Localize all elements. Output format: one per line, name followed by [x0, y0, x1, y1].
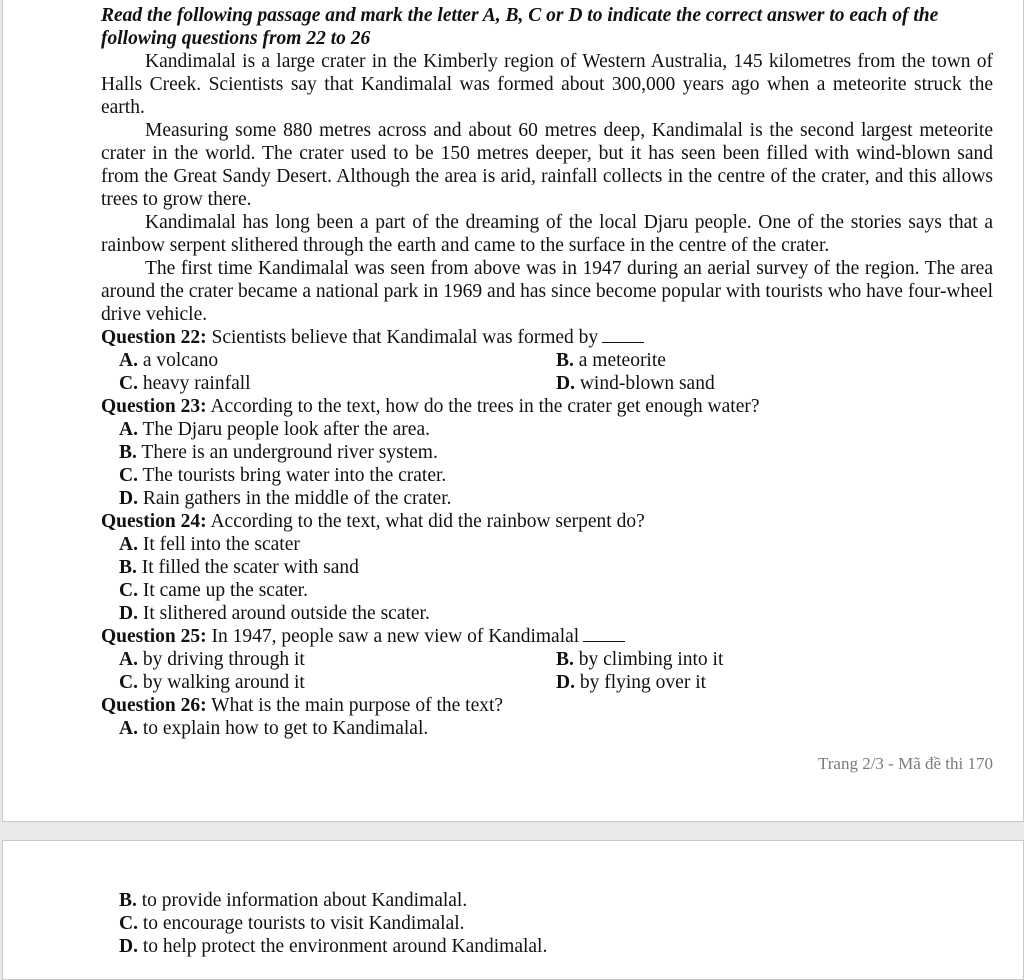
instruction-text: Read the following passage and mark the letter A, B, C or D to indicate the correct answer to each of the following questions from 22 to 26 [101, 5, 939, 49]
question-23-label: Question 23: [101, 396, 207, 417]
option-c[interactable]: C. to encourage tourists to visit Kandimalal. [119, 913, 465, 934]
question-26-option-c-row [101, 912, 993, 935]
answer-blank [583, 627, 625, 642]
option-c[interactable]: C. It came up the scater. [119, 580, 308, 601]
question-23-option-b-row [101, 441, 993, 464]
question-25-stem: In 1947, people saw a new view of Kandimalal [211, 626, 580, 647]
question-23-option-a-row [101, 418, 993, 441]
option-b[interactable]: B. a meteorite [556, 350, 666, 371]
passage-paragraph-3: Kandimalal has long been a part of the dreaming of the local Djaru people. One of the stories says that a rainbow serpent slithered through the earth and came to the surface in the centre of the crater. [101, 212, 993, 256]
question-23-option-c-row [101, 464, 993, 487]
option-d[interactable]: D. Rain gathers in the middle of the crater. [119, 488, 452, 509]
question-24-stem: According to the text, what did the rainbow serpent do? [210, 511, 645, 532]
exam-page-1 [2, 0, 1024, 822]
question-24-stem-line [101, 510, 993, 533]
question-24-label: Question 24: [101, 511, 207, 532]
option-a[interactable]: A. It fell into the scater [119, 534, 300, 555]
question-26-option-d-row [101, 935, 993, 958]
question-25-options-row-1 [101, 648, 993, 671]
question-23-stem: According to the text, how do the trees in the crater get enough water? [210, 396, 760, 417]
question-26-label: Question 26: [101, 695, 207, 716]
option-b[interactable]: B. It filled the scater with sand [119, 557, 359, 578]
question-22-options-row-2 [101, 372, 993, 395]
option-d[interactable]: D. It slithered around outside the scater. [119, 603, 430, 624]
exam-page-2 [2, 840, 1024, 980]
passage-paragraph-4: The first time Kandimalal was seen from above was in 1947 during an aerial survey of the region. The area around the crater became a national park in 1969 and has since become popular with tourists who have four-wheel drive vehicle. [101, 258, 993, 325]
question-26-stem-line [101, 694, 993, 717]
question-24-option-c-row [101, 579, 993, 602]
option-a[interactable]: A. to explain how to get to Kandimalal. [119, 718, 429, 739]
option-b[interactable]: B. to provide information about Kandimalal. [119, 890, 468, 911]
option-b[interactable]: B. There is an underground river system. [119, 442, 438, 463]
question-23-option-d-row [101, 487, 993, 510]
question-26-stem: What is the main purpose of the text? [211, 695, 504, 716]
option-a[interactable]: A. The Djaru people look after the area. [119, 419, 430, 440]
question-25-options-row-2 [101, 671, 993, 694]
page-footer: Trang 2/3 - Mã đề thi 170 [817, 754, 993, 773]
question-24-option-a-row [101, 533, 993, 556]
option-c[interactable]: C. The tourists bring water into the crater. [119, 465, 447, 486]
option-d[interactable]: D. wind-blown sand [556, 373, 715, 394]
question-26-option-b-row [101, 889, 993, 912]
question-22-label: Question 22: [101, 327, 207, 348]
option-c[interactable]: C. by walking around it [119, 672, 305, 693]
question-24-option-b-row [101, 556, 993, 579]
option-c[interactable]: C. heavy rainfall [119, 373, 251, 394]
option-d[interactable]: D. to help protect the environment around Kandimalal. [119, 936, 548, 957]
passage-paragraph-2: Measuring some 880 metres across and about 60 metres deep, Kandimalal is the second largest meteorite crater in the world. The crater used to be 150 metres deeper, but it has seen been filled with wind-blown sand from the Great Sandy Desert. Although the area is arid, rainfall collects in the centre of the crater, and this allows trees to grow there. [101, 120, 993, 210]
question-22-options-row-1 [101, 349, 993, 372]
option-d[interactable]: D. by flying over it [556, 672, 707, 693]
question-25-stem-line [101, 625, 993, 648]
question-24-option-d-row [101, 602, 993, 625]
page-2-content [101, 889, 993, 958]
passage-paragraph-1: Kandimalal is a large crater in the Kimberly region of Western Australia, 145 kilometres from the town of Halls Creek. Scientists say that Kandimalal was formed about 300,000 years ago when a meteorite struck the earth. [101, 51, 993, 118]
option-a[interactable]: A. by driving through it [119, 649, 305, 670]
option-a[interactable]: A. a volcano [119, 350, 219, 371]
question-22-stem-line [101, 326, 993, 349]
question-23-stem-line [101, 395, 993, 418]
question-25-label: Question 25: [101, 626, 207, 647]
page-1-content [101, 4, 993, 740]
question-22-stem: Scientists believe that Kandimalal was formed by [211, 327, 599, 348]
answer-blank [602, 328, 644, 343]
question-26-option-a-row [101, 717, 993, 740]
option-b[interactable]: B. by climbing into it [556, 649, 724, 670]
